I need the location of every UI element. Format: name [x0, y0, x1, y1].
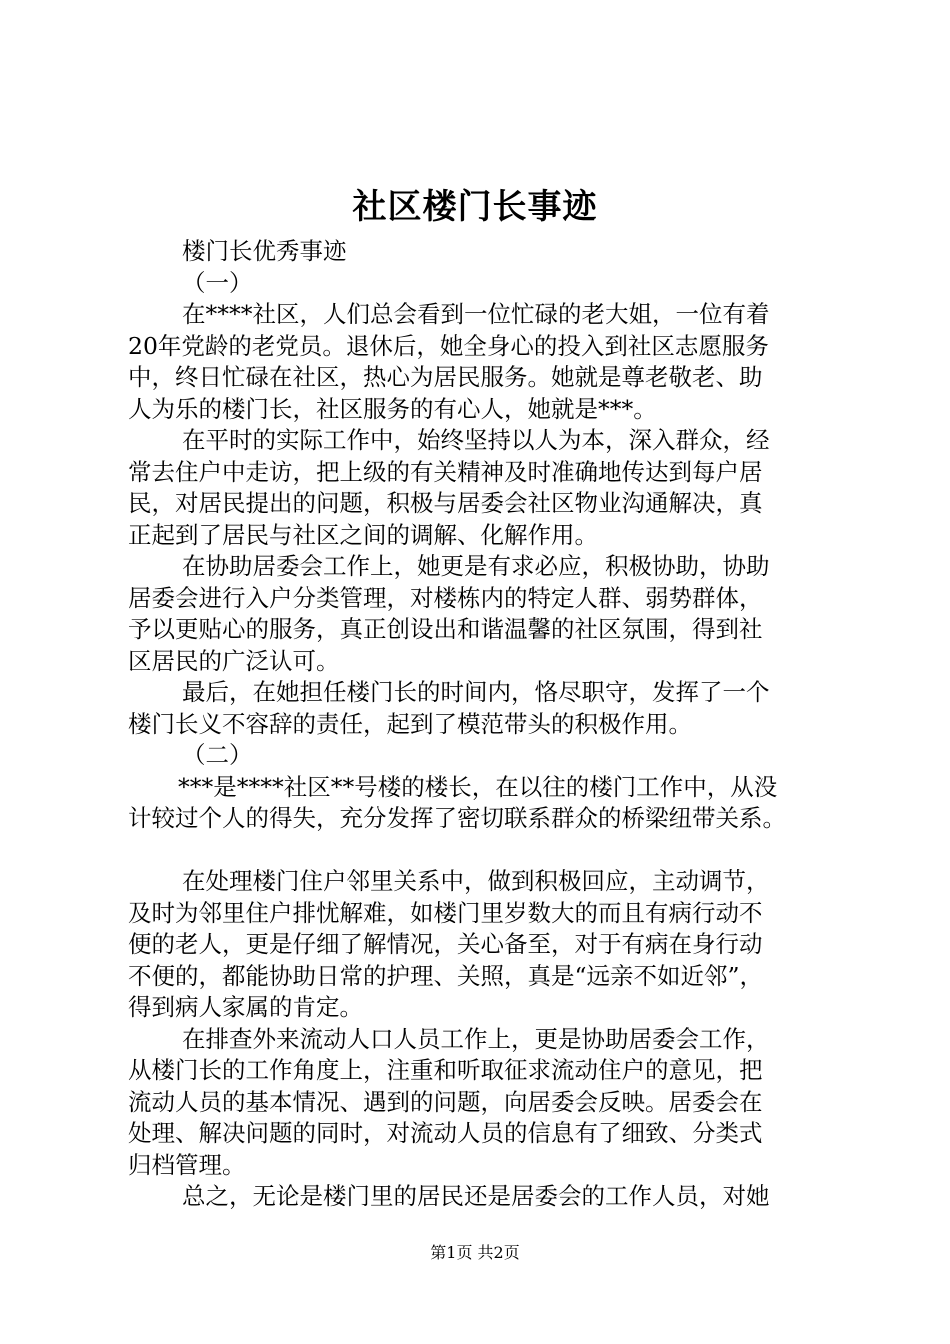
paragraph-line: 正起到了居民与社区之间的调解、化解作用。: [128, 520, 598, 549]
paragraph-line: 区居民的广泛认可。: [128, 646, 340, 675]
section-marker-1: （一）: [182, 268, 253, 297]
paragraph-line: 从楼门长的工作角度上，注重和听取征求流动住户的意见，把: [128, 1056, 763, 1084]
paragraph-line: 常去住户中走访，把上级的有关精神及时准确地传达到每户居: [128, 457, 763, 486]
document-body: [128, 236, 828, 1213]
paragraph-line: ***是****社区**号楼的楼长，在以往的楼门工作中，从没: [178, 772, 778, 801]
paragraph-line: 民，对居民提出的问题，积极与居委会社区物业沟通解决，真: [128, 489, 763, 517]
document-title: 社区楼门长事迹: [352, 187, 598, 227]
paragraph-line: 在****社区，人们总会看到一位忙碌的老大姐，一位有着: [182, 300, 770, 328]
paragraph-line: 在平时的实际工作中，始终坚持以人为本，深入群众，经: [182, 426, 770, 454]
paragraph-line: 居委会进行入户分类管理，对楼栋内的特定人群、弱势群体，: [128, 583, 763, 612]
paragraph-line: 得到病人家属的肯定。: [128, 993, 363, 1021]
paragraph-line: 不便的，都能协助日常的护理、关照，真是“远亲不如近邻”，: [128, 961, 764, 990]
paragraph-line: 在协助居委会工作上，她更是有求必应，积极协助，协助: [182, 552, 770, 580]
page-footer: 第1页 共2页: [430, 1243, 520, 1262]
paragraph-line: 最后，在她担任楼门长的时间内，恪尽职守，发挥了一个: [182, 678, 770, 706]
blank-line: [128, 835, 828, 867]
paragraph-line: 在排查外来流动人口人员工作上，更是协助居委会工作，: [182, 1024, 770, 1053]
paragraph-line: 楼门长义不容辞的责任，起到了模范带头的积极作用。: [128, 709, 692, 738]
paragraph-line: 予以更贴心的服务，真正创设出和谐温馨的社区氛围，得到社: [128, 615, 763, 643]
paragraph-line: 便的老人，更是仔细了解情况，关心备至，对于有病在身行动: [128, 930, 763, 958]
paragraph-line: 计较过个人的得失，充分发挥了密切联系群众的桥梁纽带关系。: [128, 804, 786, 832]
paragraph-line: 处理、解决问题的同时，对流动人员的信息有了细致、分类式: [128, 1119, 763, 1147]
subheading: 楼门长优秀事迹: [182, 237, 347, 265]
paragraph-line: 及时为邻里住户排忧解难，如楼门里岁数大的而且有病行动不: [128, 898, 763, 927]
paragraph-line: 在处理楼门住户邻里关系中，做到积极回应，主动调节，: [182, 867, 770, 895]
paragraph-line: 流动人员的基本情况、遇到的问题，向居委会反映。居委会在: [128, 1087, 763, 1116]
paragraph-line: 20年党龄的老党员。退休后，她全身心的投入到社区志愿服务: [128, 331, 769, 360]
paragraph-line: 归档管理。: [128, 1150, 246, 1179]
paragraph-line: 总之，无论是楼门里的居民还是居委会的工作人员，对她: [182, 1182, 770, 1210]
paragraph-line: 人为乐的楼门长，社区服务的有心人，她就是***。: [128, 394, 657, 423]
section-marker-2: （二）: [182, 741, 253, 769]
paragraph-line: 中，终日忙碌在社区，热心为居民服务。她就是尊老敬老、助: [128, 363, 763, 391]
